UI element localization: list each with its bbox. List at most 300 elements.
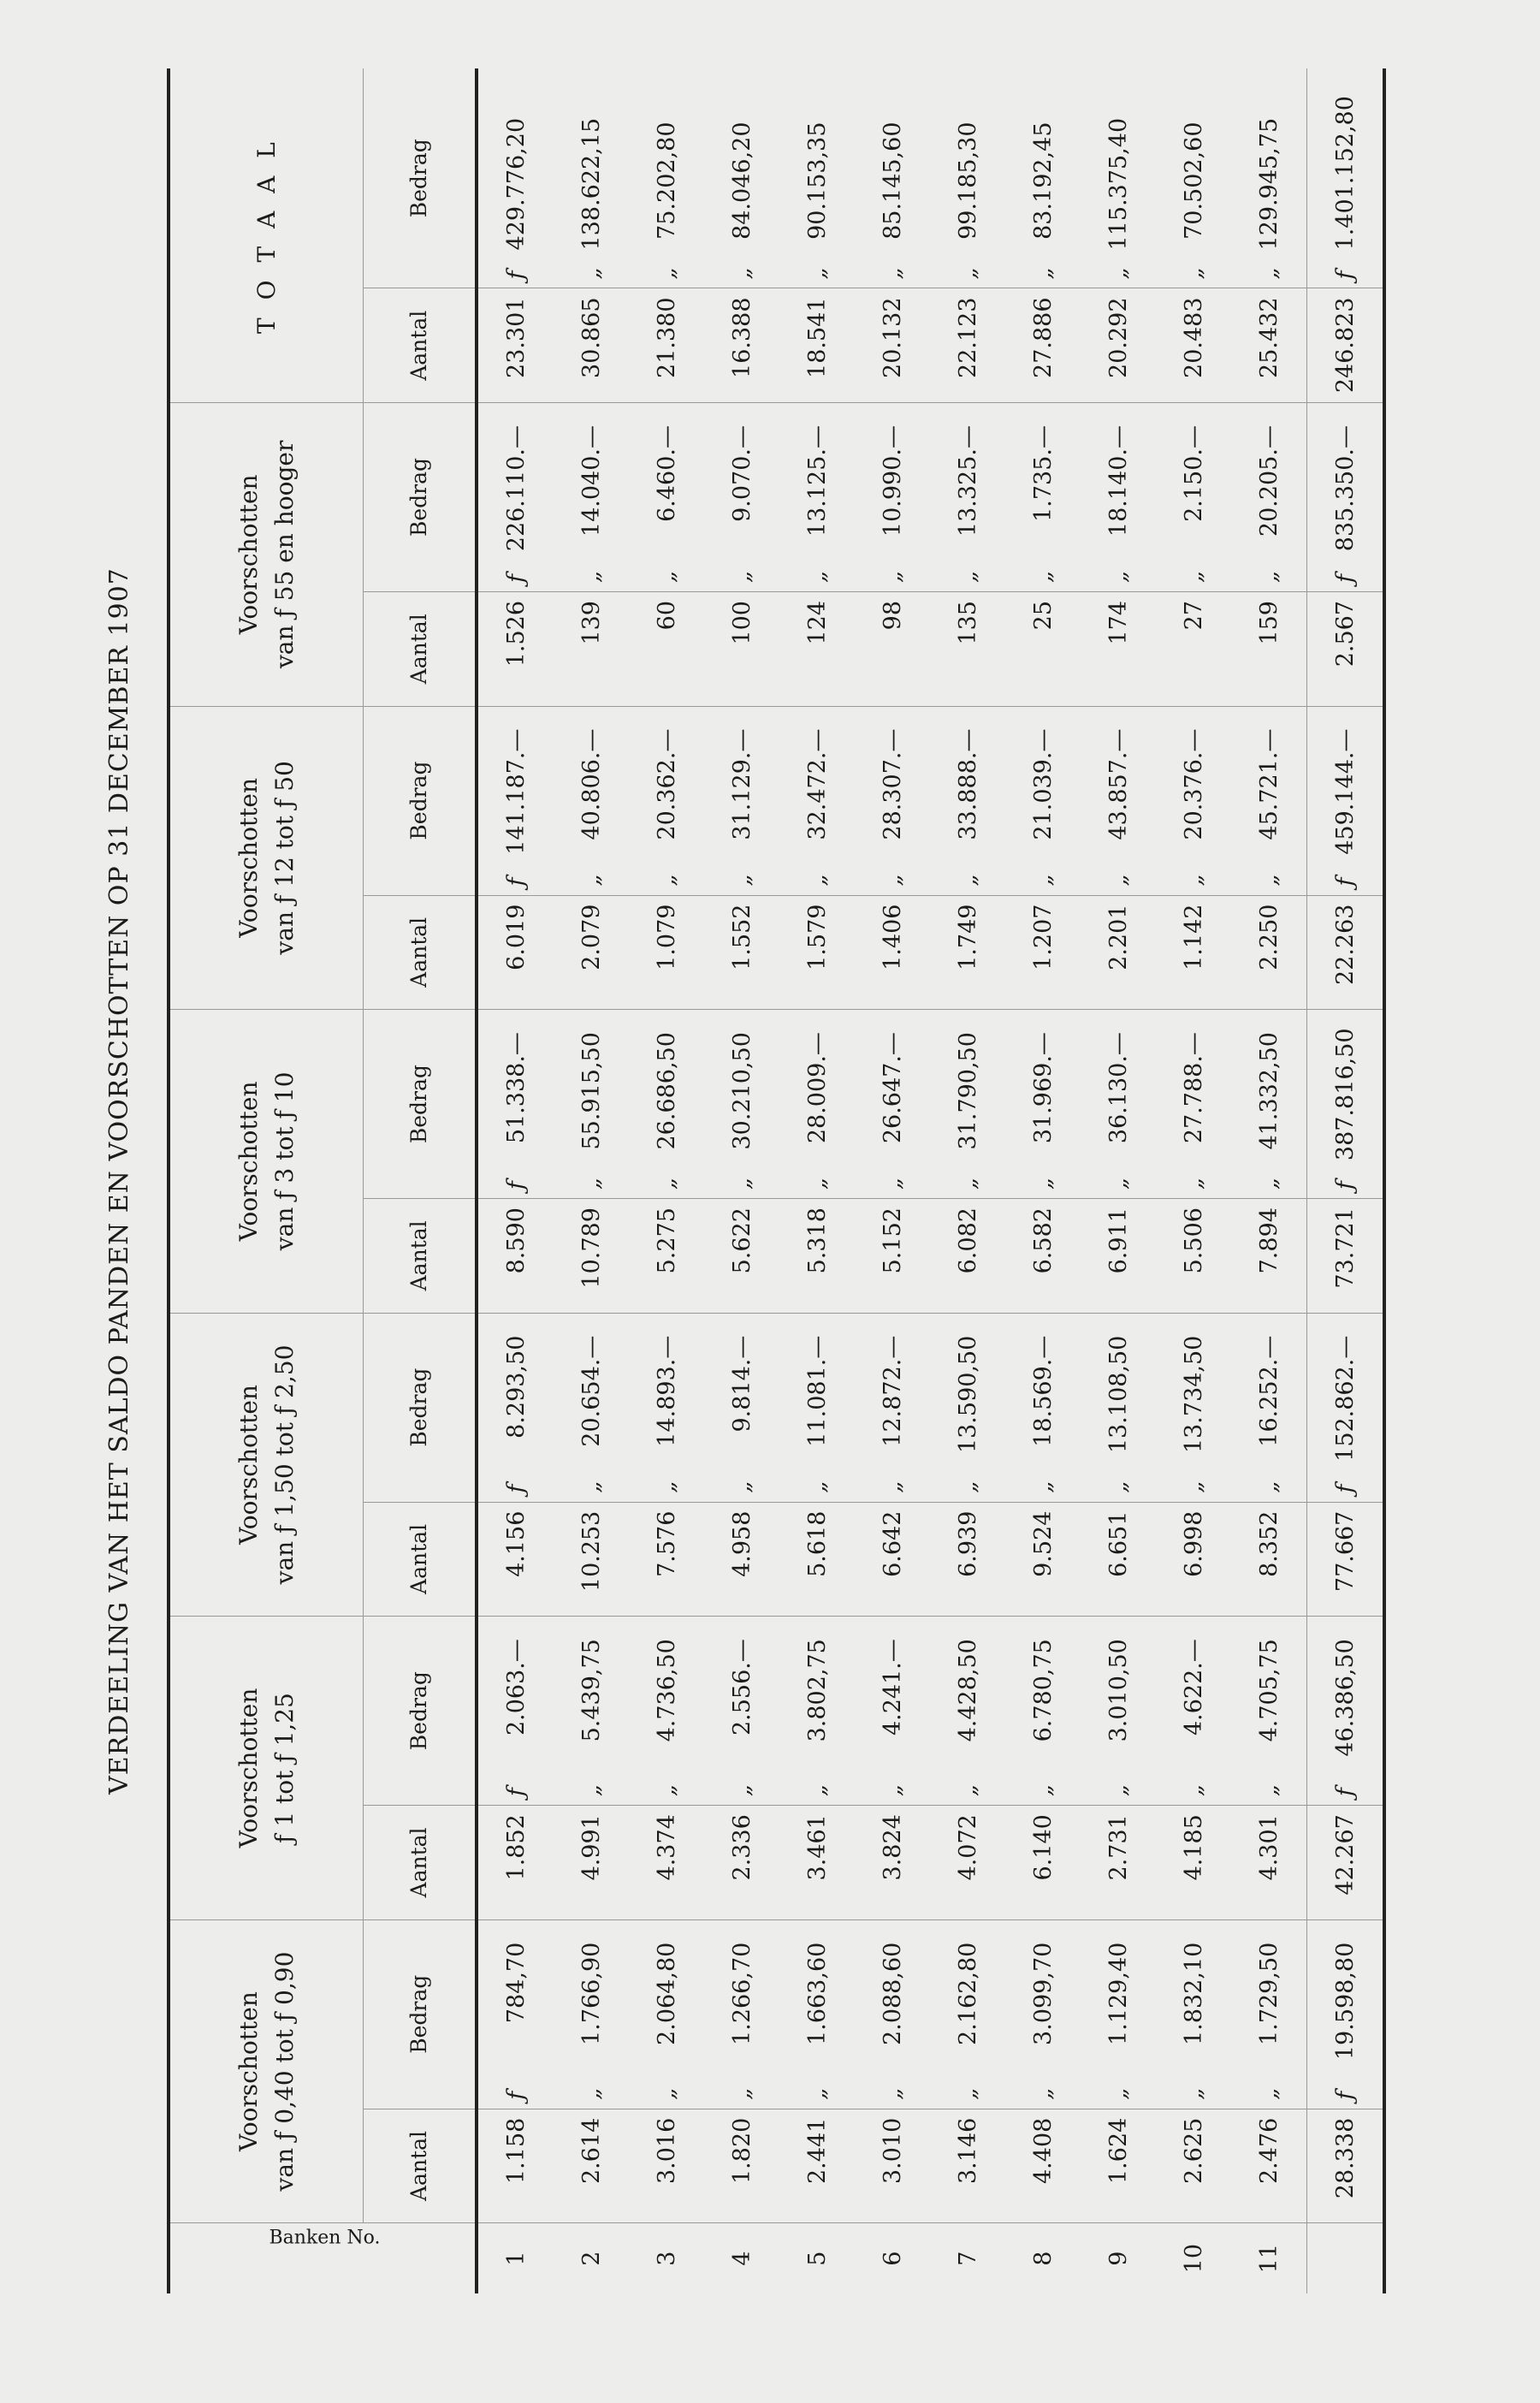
amount-value: 138.622,15 [578,117,605,251]
amount-cell [779,706,855,895]
count-cell: 1.579 [779,895,855,1010]
amount-cell [477,1617,554,1806]
amount-cell [554,68,629,288]
amount-value: 115.375,40 [1105,117,1132,251]
currency-mark: „ [1105,2087,1132,2100]
amount-value: 1.735.— [1029,425,1057,522]
amount-value: 40.806.— [578,728,605,840]
currency-mark: ƒ [1331,574,1359,583]
amount-cell [629,1919,704,2109]
count-cell: 3.010 [855,2109,930,2223]
amount-value: 16.252.— [1255,1335,1282,1447]
amount-value: 13.734,50 [1180,1335,1207,1454]
count-cell: 25.432 [1231,288,1307,403]
bank-number: 7 [930,2223,1005,2293]
count-cell: 139 [554,592,629,707]
count-cell: 1.142 [1156,895,1231,1010]
amount-cell [1156,1919,1231,2109]
amount-value: 43.857.— [1105,728,1132,840]
amount-value: 27.788.— [1180,1032,1207,1144]
count-cell: 2.625 [1156,2109,1231,2223]
amount-cell [704,403,779,592]
currency-mark: „ [954,1480,981,1493]
amount-cell [1005,68,1081,288]
count-cell: 20.132 [855,288,930,403]
count-cell: 5.618 [779,1502,855,1617]
amount-value: 5.439,75 [578,1639,605,1742]
count-cell: 4.958 [704,1502,779,1617]
group-range: ƒ 1 tot ƒ 1,25 [270,1693,299,1843]
count-cell: 1.158 [477,2109,554,2223]
currency-mark: ƒ [1331,2091,1359,2100]
count-cell: 10.789 [554,1199,629,1314]
currency-mark: „ [578,1178,605,1190]
currency-mark: „ [954,267,981,280]
count-cell: 7.894 [1231,1199,1307,1314]
amount-cell [855,1919,930,2109]
amount-value: 2.556.— [728,1639,755,1736]
amount-value: 32.472.— [803,728,831,840]
table-row [1156,68,1231,2293]
count-cell: 77.667 [1307,1502,1385,1617]
bedrag-header: Bedrag [364,1919,477,2109]
totals-row-label [1307,2223,1385,2293]
currency-mark: „ [1105,1178,1132,1190]
currency-mark: „ [578,1480,605,1493]
amount-cell [1231,1617,1307,1806]
amount-value: 20.205.— [1255,425,1282,537]
currency-mark: „ [1105,1480,1132,1493]
aantal-header: Aantal [364,592,477,707]
amount-cell [1081,403,1156,592]
amount-cell [1081,68,1156,288]
currency-mark: „ [1255,1178,1282,1190]
count-cell: 23.301 [477,288,554,403]
currency-mark: „ [1029,1784,1057,1797]
amount-value: 31.790,50 [954,1032,981,1150]
count-cell: 6.911 [1081,1199,1156,1314]
currency-mark: ƒ [502,1181,530,1190]
currency-mark: „ [653,571,680,583]
bank-number: 9 [1081,2223,1156,2293]
currency-mark: ƒ [502,574,530,583]
amount-cell [855,1313,930,1502]
bedrag-header: Bedrag [364,706,477,895]
amount-value: 55.915,50 [578,1032,605,1150]
aantal-header: Aantal [364,1806,477,1920]
count-cell: 3.146 [930,2109,1005,2223]
amount-cell [1307,706,1385,895]
count-cell: 16.388 [704,288,779,403]
amount-value: 21.039.— [1029,728,1057,840]
count-cell: 25 [1005,592,1081,707]
currency-mark: „ [803,571,831,583]
group-title: Voorschotten [234,1688,263,1848]
currency-mark: „ [1029,874,1057,887]
count-cell: 1.526 [477,592,554,707]
currency-mark: ƒ [1331,877,1359,887]
amount-cell [477,403,554,592]
amount-cell [855,1010,930,1199]
count-cell: 135 [930,592,1005,707]
amount-value: 387.816,50 [1331,1028,1359,1161]
currency-mark: „ [1180,2087,1207,2100]
currency-mark: ƒ [502,877,530,887]
group-header [169,1010,364,1314]
count-cell: 2.567 [1307,592,1385,707]
currency-mark: „ [954,1178,981,1190]
rotated-page [81,68,1416,2293]
count-cell: 4.408 [1005,2109,1081,2223]
count-cell: 2.250 [1231,895,1307,1010]
group-title: Voorschotten [234,474,263,635]
amount-cell [1231,68,1307,288]
count-cell: 1.079 [629,895,704,1010]
amount-value: 33.888.— [954,728,981,840]
currency-mark: ƒ [502,1788,530,1797]
amount-cell [554,1919,629,2109]
count-cell: 18.541 [779,288,855,403]
count-cell: 10.253 [554,1502,629,1617]
count-cell: 6.998 [1156,1502,1231,1617]
group-header-row [169,68,364,2293]
amount-value: 4.428,50 [954,1639,981,1742]
count-cell: 100 [704,592,779,707]
currency-mark: „ [653,1784,680,1797]
amount-cell [855,706,930,895]
amount-cell [1081,1617,1156,1806]
amount-cell [1307,1313,1385,1502]
count-cell: 1.820 [704,2109,779,2223]
count-cell: 6.642 [855,1502,930,1617]
amount-cell [779,403,855,592]
amount-cell [477,1010,554,1199]
amount-value: 51.338.— [502,1032,530,1144]
amount-cell [704,706,779,895]
count-cell: 1.852 [477,1806,554,1920]
amount-cell [1005,1313,1081,1502]
currency-mark: „ [728,1784,755,1797]
count-cell: 4.072 [930,1806,1005,1920]
amount-value: 90.153,35 [803,122,831,240]
count-cell: 21.380 [629,288,704,403]
amount-cell [779,1010,855,1199]
count-cell: 8.590 [477,1199,554,1314]
amount-value: 8.293,50 [502,1335,530,1439]
amount-value: 4.736,50 [653,1639,680,1742]
currency-mark: „ [879,571,906,583]
count-cell: 2.201 [1081,895,1156,1010]
currency-mark: „ [653,1178,680,1190]
amount-cell [1156,1010,1231,1199]
amount-cell [855,403,930,592]
amount-value: 835.350.— [1331,425,1359,552]
table-row [629,68,704,2293]
amount-cell [554,1010,629,1199]
amount-value: 1.401.152,80 [1331,96,1359,251]
amount-value: 13.125.— [803,425,831,537]
amount-value: 4.622.— [1180,1639,1207,1736]
total-group-header [169,68,364,403]
amount-cell [629,706,704,895]
amount-cell [1005,1617,1081,1806]
bank-number-header [169,2223,477,2293]
count-cell: 5.506 [1156,1199,1231,1314]
currency-mark: „ [653,2087,680,2100]
amount-cell [554,1617,629,1806]
currency-mark: „ [1105,1784,1132,1797]
amount-value: 9.814.— [728,1335,755,1433]
count-cell: 174 [1081,592,1156,707]
count-cell: 1.552 [704,895,779,1010]
group-header [169,1313,364,1617]
currency-mark: „ [879,1480,906,1493]
amount-value: 3.010,50 [1105,1639,1132,1742]
amount-cell [477,706,554,895]
amount-cell [554,403,629,592]
amount-cell [1081,1919,1156,2109]
count-cell: 5.318 [779,1199,855,1314]
currency-mark: „ [728,571,755,583]
amount-value: 2.150.— [1180,425,1207,522]
count-cell: 4.185 [1156,1806,1231,1920]
count-cell: 20.292 [1081,288,1156,403]
group-range: van ƒ 12 tot ƒ 50 [270,761,299,955]
table-row [1231,68,1307,2293]
amount-cell [477,1919,554,2109]
aantal-header: Aantal [364,2109,477,2223]
count-cell: 1.207 [1005,895,1081,1010]
amount-value: 2.088,60 [879,1942,906,2045]
amount-value: 75.202,80 [653,122,680,240]
currency-mark: „ [1180,571,1207,583]
amount-cell [629,68,704,288]
count-cell: 98 [855,592,930,707]
count-cell: 6.140 [1005,1806,1081,1920]
amount-value: 1.266,70 [728,1942,755,2045]
amount-value: 2.064,80 [653,1942,680,2045]
amount-value: 10.990.— [879,425,906,537]
count-cell: 3.461 [779,1806,855,1920]
count-cell: 5.622 [704,1199,779,1314]
amount-cell [1231,706,1307,895]
count-cell: 4.374 [629,1806,704,1920]
table-row [477,68,554,2293]
count-cell: 42.267 [1307,1806,1385,1920]
amount-cell [1005,403,1081,592]
amount-value: 1.663,60 [803,1942,831,2045]
amount-value: 141.187.— [502,728,530,855]
currency-mark: „ [803,2087,831,2100]
count-cell: 6.082 [930,1199,1005,1314]
currency-mark: „ [1029,267,1057,280]
amount-cell [930,1313,1005,1502]
amount-value: 13.108,50 [1105,1335,1132,1454]
currency-mark: „ [1255,571,1282,583]
amount-value: 4.241.— [879,1639,906,1736]
bank-number: 6 [855,2223,930,2293]
currency-mark: „ [954,1784,981,1797]
amount-cell [554,1313,629,1502]
sub-header-row [364,68,477,2293]
group-range: van ƒ 0,40 tot ƒ 0,90 [270,1951,299,2192]
bank-number: 10 [1156,2223,1231,2293]
amount-cell [1005,706,1081,895]
currency-mark: „ [1255,267,1282,280]
table-row [930,68,1005,2293]
amount-cell [1005,1010,1081,1199]
amount-value: 70.502,60 [1180,122,1207,240]
currency-mark: „ [954,2087,981,2100]
table-row [1005,68,1081,2293]
count-cell: 4.991 [554,1806,629,1920]
amount-cell [704,1010,779,1199]
count-cell: 5.152 [855,1199,930,1314]
bank-number: 11 [1231,2223,1307,2293]
currency-mark: „ [803,874,831,887]
currency-mark: „ [1180,1178,1207,1190]
amount-value: 30.210,50 [728,1032,755,1150]
amount-cell [855,1617,930,1806]
amount-value: 13.325.— [954,425,981,537]
amount-value: 13.590,50 [954,1335,981,1454]
amount-value: 14.893.— [653,1335,680,1447]
amount-cell [1081,706,1156,895]
amount-value: 41.332,50 [1255,1032,1282,1150]
bedrag-header: Bedrag [364,1010,477,1199]
amount-cell [629,1617,704,1806]
bank-number: 4 [704,2223,779,2293]
currency-mark: „ [728,1480,755,1493]
amount-cell [779,1313,855,1502]
count-cell: 5.275 [629,1199,704,1314]
totals-row [1307,68,1385,2293]
count-cell: 2.336 [704,1806,779,1920]
amount-value: 20.362.— [653,728,680,840]
group-header [169,403,364,707]
count-cell: 27.886 [1005,288,1081,403]
currency-mark: „ [728,874,755,887]
currency-mark: „ [1105,267,1132,280]
amount-value: 129.945,75 [1255,117,1282,251]
amount-value: 2.162,80 [954,1942,981,2045]
count-cell: 1.406 [855,895,930,1010]
currency-mark: „ [879,1178,906,1190]
bank-number: 1 [477,2223,554,2293]
currency-mark: „ [728,2087,755,2100]
table-body [477,68,1384,2293]
amount-value: 784,70 [502,1942,530,2024]
amount-value: 1.766,90 [578,1942,605,2045]
group-title: Voorschotten [234,1081,263,1242]
amount-value: 45.721.— [1255,728,1282,840]
aantal-header: Aantal [364,895,477,1010]
currency-mark: ƒ [502,270,530,280]
amount-cell [554,706,629,895]
amount-cell [1231,1919,1307,2109]
count-cell: 28.338 [1307,2109,1385,2223]
bank-number: 8 [1005,2223,1081,2293]
bedrag-header: Bedrag [364,1617,477,1806]
currency-mark: ƒ [1331,1181,1359,1190]
count-cell: 3.824 [855,1806,930,1920]
count-cell: 6.582 [1005,1199,1081,1314]
count-cell: 4.156 [477,1502,554,1617]
amount-cell [779,68,855,288]
group-range: van ƒ 1,50 tot ƒ 2,50 [270,1344,299,1585]
amount-value: 31.129.— [728,728,755,840]
amount-value: 4.705,75 [1255,1639,1282,1742]
currency-mark: „ [1105,874,1132,887]
currency-mark: ƒ [1331,270,1359,280]
currency-mark: „ [578,2087,605,2100]
amount-cell [629,1010,704,1199]
currency-mark: „ [1029,1480,1057,1493]
bank-number: 3 [629,2223,704,2293]
amount-cell [930,403,1005,592]
amount-value: 1.832,10 [1180,1942,1207,2045]
count-cell: 73.721 [1307,1199,1385,1314]
currency-mark: „ [879,874,906,887]
amount-cell [1307,1919,1385,2109]
count-cell: 2.731 [1081,1806,1156,1920]
amount-cell [1231,1313,1307,1502]
amount-cell [1156,1313,1231,1502]
amount-cell [1081,1313,1156,1502]
amount-cell [1156,403,1231,592]
bedrag-header: Bedrag [364,403,477,592]
table-row [554,68,629,2293]
amount-cell [1156,68,1231,288]
group-header [169,1919,364,2223]
currency-mark: „ [653,1480,680,1493]
count-cell: 7.576 [629,1502,704,1617]
amount-cell [704,68,779,288]
amount-cell [629,1313,704,1502]
currency-mark: „ [879,267,906,280]
amount-value: 18.140.— [1105,425,1132,537]
table-row [1081,68,1156,2293]
aantal-header: Aantal [364,1502,477,1617]
count-cell: 27 [1156,592,1231,707]
currency-mark: „ [728,267,755,280]
bedrag-header: Bedrag [364,68,477,288]
bank-number: 5 [779,2223,855,2293]
amount-value: 18.569.— [1029,1335,1057,1447]
page-title: VERDEELING VAN HET SALDO PANDEN EN VOORSCHOTTEN OP 31 DECEMBER 1907 [104,567,134,1795]
amount-cell [1307,1010,1385,1199]
currency-mark: ƒ [1331,1788,1359,1797]
currency-mark: ƒ [1331,1484,1359,1493]
currency-mark: „ [1255,1784,1282,1797]
group-title: Voorschotten [234,1991,263,2151]
count-cell: 60 [629,592,704,707]
amount-value: 6.780,75 [1029,1639,1057,1742]
amount-cell [477,68,554,288]
amount-value: 9.070.— [728,425,755,522]
amount-value: 36.130.— [1105,1032,1132,1144]
currency-mark: „ [803,1480,831,1493]
currency-mark: „ [1255,1480,1282,1493]
count-cell: 22.123 [930,288,1005,403]
count-cell: 2.476 [1231,2109,1307,2223]
count-cell: 4.301 [1231,1806,1307,1920]
count-cell: 2.441 [779,2109,855,2223]
count-cell: 159 [1231,592,1307,707]
count-cell: 246.823 [1307,288,1385,403]
amount-cell [1156,1617,1231,1806]
amount-cell [930,1010,1005,1199]
